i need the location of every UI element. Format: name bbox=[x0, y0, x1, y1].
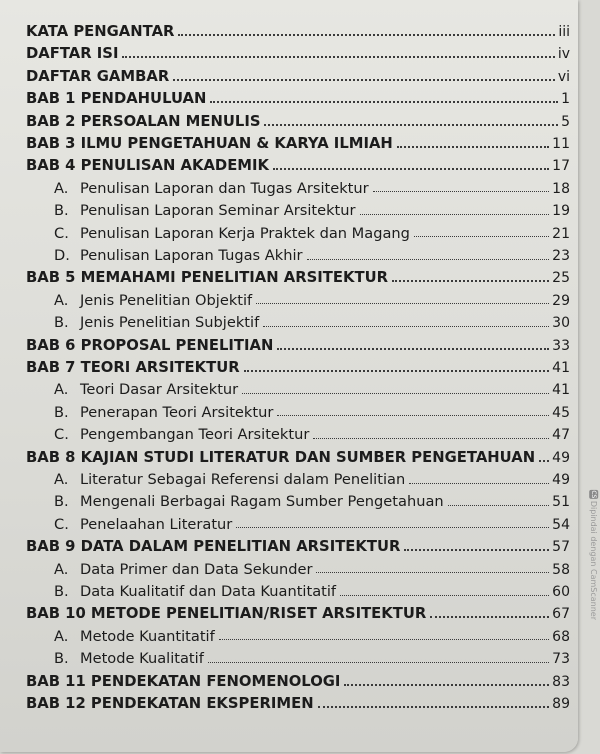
toc-entry-letter: C. bbox=[54, 224, 69, 242]
toc-entry-letter: D. bbox=[54, 247, 70, 264]
toc-entry-page-number: 49 bbox=[552, 449, 570, 466]
toc-subsection-entry bbox=[54, 201, 570, 221]
toc-entry-page-number: 47 bbox=[552, 427, 570, 444]
toc-subsection-entry bbox=[54, 560, 570, 580]
dot-leader bbox=[344, 684, 549, 686]
toc-entry-page-number: 19 bbox=[552, 203, 570, 220]
toc-entry-title: BAB 6 PROPOSAL PENELITIAN bbox=[26, 336, 274, 354]
toc-subsection-entry bbox=[54, 425, 570, 445]
toc-chapter-entry bbox=[26, 694, 570, 714]
toc-entry-page-number: 21 bbox=[552, 225, 570, 242]
dot-leader bbox=[256, 303, 549, 304]
toc-entry-page-number: 41 bbox=[552, 382, 570, 399]
watermark-text: Dipindai dengan CamScanner bbox=[589, 500, 598, 620]
toc-entry-page-number: 83 bbox=[552, 673, 570, 690]
toc-entry-letter: A. bbox=[54, 471, 69, 488]
toc-subsection-entry bbox=[54, 515, 570, 535]
toc-entry-title: Penerapan Teori Arsitektur bbox=[80, 403, 274, 421]
toc-subsection-entry bbox=[54, 224, 570, 244]
toc-chapter-entry bbox=[26, 89, 570, 109]
toc-entry-page-number: 33 bbox=[552, 337, 570, 354]
toc-entry-title: KATA PENGANTAR bbox=[26, 23, 175, 40]
dot-leader bbox=[360, 214, 550, 215]
toc-entry-title: BAB 8 KAJIAN STUDI LITERATUR DAN SUMBER PENGETAHUAN bbox=[26, 448, 536, 466]
toc-entry-title: Mengenali Berbagai Ragam Sumber Pengetahuan bbox=[80, 493, 444, 511]
toc-chapter-entry bbox=[26, 156, 570, 176]
dot-leader bbox=[173, 79, 555, 81]
dot-leader bbox=[448, 505, 550, 506]
toc-entry-page-number: 45 bbox=[552, 404, 570, 421]
toc-entry-title: Literatur Sebagai Referensi dalam Penelitian bbox=[80, 471, 406, 488]
toc-entry-letter: B. bbox=[54, 403, 69, 421]
toc-chapter-entry bbox=[26, 604, 570, 624]
toc-subsection-entry bbox=[54, 649, 570, 669]
toc-subsection-entry bbox=[54, 291, 570, 311]
toc-entry-letter: A. bbox=[54, 291, 69, 309]
dot-leader bbox=[208, 662, 549, 663]
toc-entry-page-number: 89 bbox=[552, 696, 570, 712]
dot-leader bbox=[318, 706, 550, 708]
dot-leader bbox=[340, 595, 549, 596]
toc-subsection-entry bbox=[54, 470, 570, 490]
toc-entry-page-number: 54 bbox=[552, 516, 570, 533]
toc-entry-title: BAB 12 PENDEKATAN EKSPERIMEN bbox=[26, 695, 314, 712]
toc-subsection-entry bbox=[54, 380, 570, 400]
toc-entry-letter: A. bbox=[54, 560, 69, 578]
toc-entry-title: BAB 10 METODE PENELITIAN/RISET ARSITEKTUR bbox=[26, 605, 427, 623]
toc-subsection-entry bbox=[54, 313, 570, 333]
toc-entry-letter: A. bbox=[54, 627, 69, 645]
toc-entry-title: BAB 5 MEMAHAMI PENELITIAN ARSITEKTUR bbox=[26, 269, 388, 287]
toc-entry-title: BAB 11 PENDEKATAN FENOMENOLOGI bbox=[26, 672, 341, 690]
toc-entry-title: Jenis Penelitian Subjektif bbox=[80, 314, 260, 332]
dot-leader bbox=[313, 438, 549, 439]
toc-entry-page-number: 5 bbox=[561, 113, 570, 130]
dot-leader bbox=[263, 326, 549, 327]
toc-entry-page-number: 18 bbox=[552, 180, 570, 197]
toc-entry-title: DAFTAR GAMBAR bbox=[26, 67, 170, 85]
dot-leader bbox=[244, 370, 550, 372]
toc-entry-page-number: 67 bbox=[552, 606, 570, 623]
toc-entry-page-number: 17 bbox=[552, 158, 570, 175]
dot-leader bbox=[277, 415, 549, 416]
toc-entry-letter: B. bbox=[54, 583, 69, 600]
toc-entry-page-number: 60 bbox=[552, 584, 570, 600]
toc-entry-title: Teori Dasar Arsitektur bbox=[80, 381, 239, 399]
toc-entry-page-number: 29 bbox=[552, 292, 570, 309]
toc-chapter-entry bbox=[26, 537, 570, 557]
toc-entry-title: Penulisan Laporan dan Tugas Arsitektur bbox=[80, 179, 369, 197]
camscanner-icon: CS bbox=[590, 490, 597, 499]
toc-entry-page-number: 25 bbox=[552, 270, 570, 287]
toc-entry-letter: B. bbox=[54, 493, 69, 511]
toc-chapter-entry bbox=[26, 44, 570, 64]
dot-leader bbox=[409, 483, 549, 484]
toc-entry-title: BAB 9 DATA DALAM PENELITIAN ARSITEKTUR bbox=[26, 538, 401, 556]
toc-chapter-entry bbox=[26, 268, 570, 288]
dot-leader bbox=[539, 460, 549, 462]
camscanner-watermark bbox=[589, 490, 598, 620]
toc-entry-title: Penelaahan Literatur bbox=[80, 515, 233, 533]
toc-entry-page-number: 11 bbox=[552, 136, 570, 152]
toc-entry-letter: A. bbox=[54, 381, 69, 399]
toc-chapter-entry bbox=[26, 67, 570, 87]
toc-entry-letter: A. bbox=[54, 179, 69, 197]
toc-entry-page-number: 58 bbox=[552, 561, 570, 578]
toc-chapter-entry bbox=[26, 336, 570, 356]
dot-leader bbox=[277, 348, 549, 350]
toc-entry-letter: C. bbox=[54, 515, 69, 533]
toc-entry-letter: B. bbox=[54, 314, 69, 332]
toc-entry-title: BAB 2 PERSOALAN MENULIS bbox=[26, 112, 261, 130]
toc-subsection-entry bbox=[54, 403, 570, 423]
toc-entry-title: BAB 7 TEORI ARSITEKTUR bbox=[26, 359, 240, 376]
toc-entry-page-number: vi bbox=[557, 68, 570, 85]
dot-leader bbox=[316, 572, 549, 573]
toc-subsection-entry bbox=[54, 582, 570, 602]
toc-entry-page-number: 1 bbox=[561, 91, 570, 108]
dot-leader bbox=[219, 639, 549, 640]
dot-leader bbox=[404, 549, 549, 551]
toc-entry-title: Metode Kuantitatif bbox=[80, 627, 215, 645]
toc-entry-title: Jenis Penelitian Objektif bbox=[80, 291, 253, 309]
dot-leader bbox=[273, 168, 549, 170]
toc-chapter-entry bbox=[26, 358, 570, 378]
toc-subsection-entry bbox=[54, 246, 570, 266]
toc-entry-page-number: 68 bbox=[552, 628, 570, 645]
toc-entry-page-number: 23 bbox=[552, 248, 570, 264]
toc-subsection-entry bbox=[54, 179, 570, 199]
toc-subsection-entry bbox=[54, 627, 570, 647]
dot-leader bbox=[373, 191, 550, 192]
dot-leader bbox=[392, 280, 549, 282]
toc-entry-title: BAB 1 PENDAHULUAN bbox=[26, 90, 207, 108]
dot-leader bbox=[210, 101, 558, 103]
toc-entry-page-number: 30 bbox=[552, 315, 570, 332]
toc-subsection-entry bbox=[54, 492, 570, 512]
toc-entry-title: BAB 4 PENULISAN AKADEMIK bbox=[26, 157, 269, 175]
toc-entry-title: Penulisan Laporan Seminar Arsitektur bbox=[80, 202, 356, 220]
dot-leader bbox=[414, 236, 549, 237]
toc-entry-title: Penulisan Laporan Kerja Praktek dan Magang bbox=[80, 224, 410, 242]
toc-entry-title: DAFTAR ISI bbox=[26, 45, 119, 63]
dot-leader bbox=[397, 146, 549, 148]
toc-entry-page-number: 73 bbox=[552, 651, 570, 668]
dot-leader bbox=[178, 34, 555, 36]
toc-entry-page-number: 49 bbox=[552, 472, 570, 488]
toc-entry-title: Metode Kualitatif bbox=[80, 650, 204, 668]
dot-leader bbox=[307, 259, 550, 260]
toc-entry-title: Data Primer dan Data Sekunder bbox=[80, 560, 313, 578]
toc-entry-letter: B. bbox=[54, 202, 69, 220]
toc-entry-title: Pengembangan Teori Arsitektur bbox=[80, 426, 310, 444]
toc-entry-letter: C. bbox=[54, 426, 69, 444]
toc-chapter-entry bbox=[26, 112, 570, 132]
toc-chapter-entry bbox=[26, 134, 570, 154]
toc-chapter-entry bbox=[26, 22, 570, 42]
dot-leader bbox=[242, 393, 549, 394]
toc-chapter-entry bbox=[26, 448, 570, 468]
dot-leader bbox=[264, 124, 558, 126]
dot-leader bbox=[122, 56, 554, 58]
toc-entry-page-number: iii bbox=[558, 24, 570, 40]
toc-entry-title: BAB 3 ILMU PENGETAHUAN & KARYA ILMIAH bbox=[26, 135, 393, 152]
toc-entry-page-number: 51 bbox=[552, 494, 570, 511]
dot-leader bbox=[236, 527, 549, 528]
toc-entry-title: Penulisan Laporan Tugas Akhir bbox=[80, 247, 303, 264]
toc-entry-title: Data Kualitatif dan Data Kuantitatif bbox=[80, 583, 337, 600]
toc-entry-letter: B. bbox=[54, 650, 69, 668]
dot-leader bbox=[430, 616, 549, 618]
toc-chapter-entry bbox=[26, 672, 570, 692]
toc-entry-page-number: 57 bbox=[552, 539, 570, 556]
toc-entry-page-number: 41 bbox=[552, 360, 570, 376]
toc-entry-page-number: iv bbox=[557, 46, 570, 63]
